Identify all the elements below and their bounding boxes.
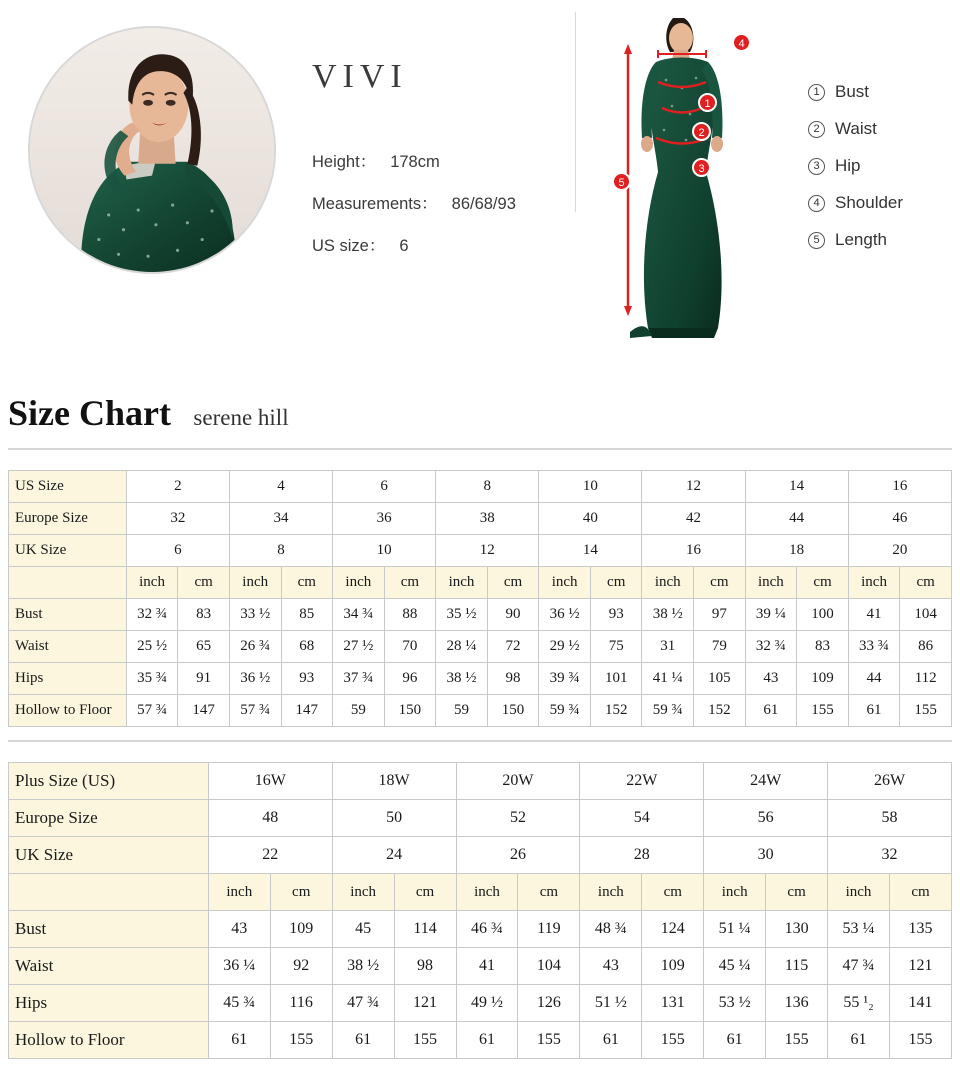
table-row-hollow-to-floor — [9, 695, 952, 727]
cell: 155 — [270, 1022, 332, 1059]
figure-badge-bust: 1 — [698, 93, 717, 112]
cell: 72 — [487, 631, 539, 663]
unit-cm: cm — [270, 874, 332, 911]
cell: 39 ¼ — [745, 599, 797, 631]
cell: 96 — [384, 663, 436, 695]
cell: 32 ¾ — [745, 631, 797, 663]
cell: 121 — [889, 948, 951, 985]
cell: 83 — [178, 599, 230, 631]
cell: 14 — [539, 535, 642, 567]
cell: 100 — [797, 599, 849, 631]
cell: 10 — [539, 471, 642, 503]
unit-inch: inch — [539, 567, 591, 599]
cell: 61 — [580, 1022, 642, 1059]
cell: 18W — [332, 763, 456, 800]
cell: 35 ¾ — [126, 663, 178, 695]
cell: 61 — [332, 1022, 394, 1059]
unit-inch: inch — [828, 874, 890, 911]
unit-cm: cm — [900, 567, 952, 599]
cell: 119 — [518, 911, 580, 948]
table-row-units — [9, 567, 952, 599]
row-label: UK Size — [9, 535, 127, 567]
cell: 36 ¼ — [208, 948, 270, 985]
cell: 98 — [394, 948, 456, 985]
cell: 35 ½ — [436, 599, 488, 631]
unit-cm: cm — [766, 874, 828, 911]
measurement-figure — [586, 10, 786, 340]
cell: 152 — [694, 695, 746, 727]
unit-cm: cm — [797, 567, 849, 599]
model-height-row — [312, 148, 440, 172]
cell: 47 ¾ — [828, 948, 890, 985]
cell: 150 — [487, 695, 539, 727]
cell: 115 — [766, 948, 828, 985]
model-name: VIVI — [312, 58, 408, 95]
cell: 85 — [281, 599, 333, 631]
unit-cm: cm — [590, 567, 642, 599]
legend-number-icon: 5 — [808, 232, 825, 249]
unit-inch: inch — [456, 874, 518, 911]
cell: 116 — [270, 985, 332, 1022]
cell: 32 ¾ — [126, 599, 178, 631]
cell: 47 ¾ — [332, 985, 394, 1022]
cell: 16W — [208, 763, 332, 800]
cell: 104 — [900, 599, 952, 631]
cell: 104 — [518, 948, 580, 985]
cell: 30 — [704, 837, 828, 874]
cell: 48 — [208, 800, 332, 837]
cell: 147 — [178, 695, 230, 727]
figure-badge-waist: 2 — [692, 122, 711, 141]
cell: 141 — [889, 985, 951, 1022]
cell: 61 — [208, 1022, 270, 1059]
standard-size-table — [8, 470, 952, 727]
cell: 34 ¾ — [333, 599, 385, 631]
cell: 65 — [178, 631, 230, 663]
row-label: US Size — [9, 471, 127, 503]
table-row-bust — [9, 599, 952, 631]
table-row-uk-size — [9, 535, 952, 567]
unit-inch: inch — [126, 567, 178, 599]
row-label: Plus Size (US) — [9, 763, 209, 800]
legend-number-icon: 2 — [808, 121, 825, 138]
cell: 12 — [642, 471, 745, 503]
cell: 28 — [580, 837, 704, 874]
cell: 56 — [704, 800, 828, 837]
cell: 26W — [828, 763, 952, 800]
cell: 32 — [126, 503, 229, 535]
cell: 6 — [333, 471, 436, 503]
cell: 155 — [394, 1022, 456, 1059]
cell: 27 ½ — [333, 631, 385, 663]
model-us-size-label: US size： — [312, 237, 386, 255]
table-row-hollow-to-floor — [9, 1022, 952, 1059]
cell: 48 ¾ — [580, 911, 642, 948]
cell: 40 — [539, 503, 642, 535]
cell: 91 — [178, 663, 230, 695]
cell: 61 — [704, 1022, 766, 1059]
cell: 75 — [590, 631, 642, 663]
cell: 33 ½ — [229, 599, 281, 631]
legend-item-hip — [808, 156, 903, 176]
unit-inch: inch — [208, 874, 270, 911]
cell: 124 — [642, 911, 704, 948]
cell: 126 — [518, 985, 580, 1022]
legend-label: Waist — [835, 119, 877, 138]
model-us-size-value: 6 — [399, 237, 409, 255]
cell: 16 — [848, 471, 951, 503]
table-row-uk-size — [9, 837, 952, 874]
unit-cm: cm — [394, 874, 456, 911]
cell: 44 — [848, 663, 900, 695]
cell: 114 — [394, 911, 456, 948]
cell: 10 — [333, 535, 436, 567]
blank-cell — [9, 874, 209, 911]
cell: 45 ¼ — [704, 948, 766, 985]
divider-middle — [8, 740, 952, 742]
cell: 6 — [126, 535, 229, 567]
unit-inch: inch — [333, 567, 385, 599]
cell: 150 — [384, 695, 436, 727]
unit-cm: cm — [518, 874, 580, 911]
cell: 70 — [384, 631, 436, 663]
unit-cm: cm — [281, 567, 333, 599]
cell: 155 — [889, 1022, 951, 1059]
cell: 45 ¾ — [208, 985, 270, 1022]
cell: 36 — [333, 503, 436, 535]
cell: 25 ½ — [126, 631, 178, 663]
unit-cm: cm — [694, 567, 746, 599]
row-label: Bust — [9, 911, 209, 948]
cell: 152 — [590, 695, 642, 727]
cell: 59 — [333, 695, 385, 727]
cell: 8 — [229, 535, 332, 567]
cell: 61 — [745, 695, 797, 727]
legend-number-icon: 3 — [808, 158, 825, 175]
cell: 51 ¼ — [704, 911, 766, 948]
cell: 136 — [766, 985, 828, 1022]
cell: 54 — [580, 800, 704, 837]
cell: 155 — [518, 1022, 580, 1059]
cell: 12 — [436, 535, 539, 567]
unit-inch: inch — [745, 567, 797, 599]
figure-badge-length: 5 — [612, 172, 631, 191]
row-label: Europe Size — [9, 800, 209, 837]
cell: 86 — [900, 631, 952, 663]
row-label: Europe Size — [9, 503, 127, 535]
cell: 22W — [580, 763, 704, 800]
cell: 59 ¾ — [642, 695, 694, 727]
cell: 37 ¾ — [333, 663, 385, 695]
unit-inch: inch — [436, 567, 488, 599]
cell: 45 — [332, 911, 394, 948]
cell: 105 — [694, 663, 746, 695]
cell: 42 — [642, 503, 745, 535]
cell: 58 — [828, 800, 952, 837]
cell: 46 — [848, 503, 951, 535]
cell: 109 — [797, 663, 849, 695]
cell: 59 — [436, 695, 488, 727]
model-height-label: Height： — [312, 153, 377, 171]
model-height-value: 178cm — [390, 153, 440, 171]
cell: 130 — [766, 911, 828, 948]
row-label: Hips — [9, 985, 209, 1022]
table-row-hips — [9, 985, 952, 1022]
cell: 155 — [900, 695, 952, 727]
page-title: Size Chart — [8, 393, 171, 433]
cell: 43 — [580, 948, 642, 985]
cell: 14 — [745, 471, 848, 503]
cell: 8 — [436, 471, 539, 503]
unit-inch: inch — [642, 567, 694, 599]
unit-inch: inch — [848, 567, 900, 599]
cell: 38 — [436, 503, 539, 535]
cell: 41 — [848, 599, 900, 631]
cell: 51 ½ — [580, 985, 642, 1022]
cell: 33 ¾ — [848, 631, 900, 663]
cell: 131 — [642, 985, 704, 1022]
cell: 36 ½ — [539, 599, 591, 631]
model-measurements-value: 86/68/93 — [451, 195, 516, 213]
cell: 43 — [208, 911, 270, 948]
cell: 61 — [848, 695, 900, 727]
model-us-size-row — [312, 232, 409, 256]
row-label: Bust — [9, 599, 127, 631]
cell: 98 — [487, 663, 539, 695]
cell: 147 — [281, 695, 333, 727]
model-info-section — [0, 0, 960, 372]
table-row-waist — [9, 631, 952, 663]
brand-name: serene hill — [193, 405, 289, 430]
cell: 55 ¹₂ — [828, 985, 890, 1022]
cell: 24 — [332, 837, 456, 874]
cell: 26 ¾ — [229, 631, 281, 663]
cell: 46 ¾ — [456, 911, 518, 948]
legend-item-length — [808, 230, 903, 250]
legend-label: Bust — [835, 82, 870, 101]
unit-cm: cm — [487, 567, 539, 599]
model-portrait-image — [30, 28, 274, 272]
row-label: Hips — [9, 663, 127, 695]
row-label: Waist — [9, 948, 209, 985]
cell: 97 — [694, 599, 746, 631]
model-measurements-label: Measurements： — [312, 195, 438, 213]
cell: 61 — [828, 1022, 890, 1059]
cell: 26 — [456, 837, 580, 874]
cell: 34 — [229, 503, 332, 535]
cell: 38 ½ — [332, 948, 394, 985]
cell: 90 — [487, 599, 539, 631]
cell: 38 ½ — [642, 599, 694, 631]
cell: 109 — [642, 948, 704, 985]
unit-cm: cm — [642, 874, 704, 911]
blank-cell — [9, 567, 127, 599]
table-row-europe-size — [9, 800, 952, 837]
legend-number-icon: 4 — [808, 195, 825, 212]
cell: 22 — [208, 837, 332, 874]
table-row-waist — [9, 948, 952, 985]
cell: 2 — [126, 471, 229, 503]
model-portrait — [28, 26, 276, 274]
model-measurements-row — [312, 190, 516, 214]
cell: 4 — [229, 471, 332, 503]
unit-inch: inch — [580, 874, 642, 911]
legend-number-icon: 1 — [808, 84, 825, 101]
row-label: Waist — [9, 631, 127, 663]
cell: 155 — [766, 1022, 828, 1059]
cell: 57 ¾ — [229, 695, 281, 727]
table-row-europe-size — [9, 503, 952, 535]
measurement-legend — [808, 82, 903, 267]
cell: 20 — [848, 535, 951, 567]
cell: 135 — [889, 911, 951, 948]
cell: 43 — [745, 663, 797, 695]
cell: 155 — [642, 1022, 704, 1059]
cell: 29 ½ — [539, 631, 591, 663]
row-label: UK Size — [9, 837, 209, 874]
legend-label: Hip — [835, 156, 861, 175]
cell: 32 — [828, 837, 952, 874]
divider-top — [8, 448, 952, 450]
cell: 53 ½ — [704, 985, 766, 1022]
cell: 50 — [332, 800, 456, 837]
legend-item-shoulder — [808, 193, 903, 213]
table-row-bust — [9, 911, 952, 948]
cell: 83 — [797, 631, 849, 663]
figure-badge-hip: 3 — [692, 158, 711, 177]
cell: 49 ½ — [456, 985, 518, 1022]
cell: 101 — [590, 663, 642, 695]
cell: 57 ¾ — [126, 695, 178, 727]
plus-size-table — [8, 762, 952, 1059]
table-row-hips — [9, 663, 952, 695]
cell: 68 — [281, 631, 333, 663]
cell: 44 — [745, 503, 848, 535]
table-row-us-size — [9, 471, 952, 503]
cell: 53 ¼ — [828, 911, 890, 948]
unit-cm: cm — [178, 567, 230, 599]
legend-label: Length — [835, 230, 887, 249]
cell: 41 — [456, 948, 518, 985]
legend-item-waist — [808, 119, 903, 139]
cell: 41 ¼ — [642, 663, 694, 695]
cell: 121 — [394, 985, 456, 1022]
cell: 52 — [456, 800, 580, 837]
size-chart-heading — [8, 392, 289, 434]
unit-cm: cm — [889, 874, 951, 911]
vertical-divider — [575, 12, 576, 212]
table-row-units — [9, 874, 952, 911]
cell: 109 — [270, 911, 332, 948]
cell: 59 ¾ — [539, 695, 591, 727]
table-row-plus-size — [9, 763, 952, 800]
cell: 112 — [900, 663, 952, 695]
cell: 24W — [704, 763, 828, 800]
row-label: Hollow to Floor — [9, 695, 127, 727]
cell: 36 ½ — [229, 663, 281, 695]
cell: 93 — [590, 599, 642, 631]
cell: 28 ¼ — [436, 631, 488, 663]
cell: 88 — [384, 599, 436, 631]
legend-label: Shoulder — [835, 193, 904, 212]
unit-inch: inch — [332, 874, 394, 911]
legend-item-bust — [808, 82, 903, 102]
cell: 79 — [694, 631, 746, 663]
row-label: Hollow to Floor — [9, 1022, 209, 1059]
unit-cm: cm — [384, 567, 436, 599]
figure-badge-shoulder: 4 — [732, 33, 751, 52]
cell: 38 ½ — [436, 663, 488, 695]
cell: 18 — [745, 535, 848, 567]
cell: 39 ¾ — [539, 663, 591, 695]
cell: 16 — [642, 535, 745, 567]
unit-inch: inch — [229, 567, 281, 599]
unit-inch: inch — [704, 874, 766, 911]
cell: 31 — [642, 631, 694, 663]
cell: 61 — [456, 1022, 518, 1059]
cell: 155 — [797, 695, 849, 727]
cell: 92 — [270, 948, 332, 985]
cell: 93 — [281, 663, 333, 695]
cell: 20W — [456, 763, 580, 800]
